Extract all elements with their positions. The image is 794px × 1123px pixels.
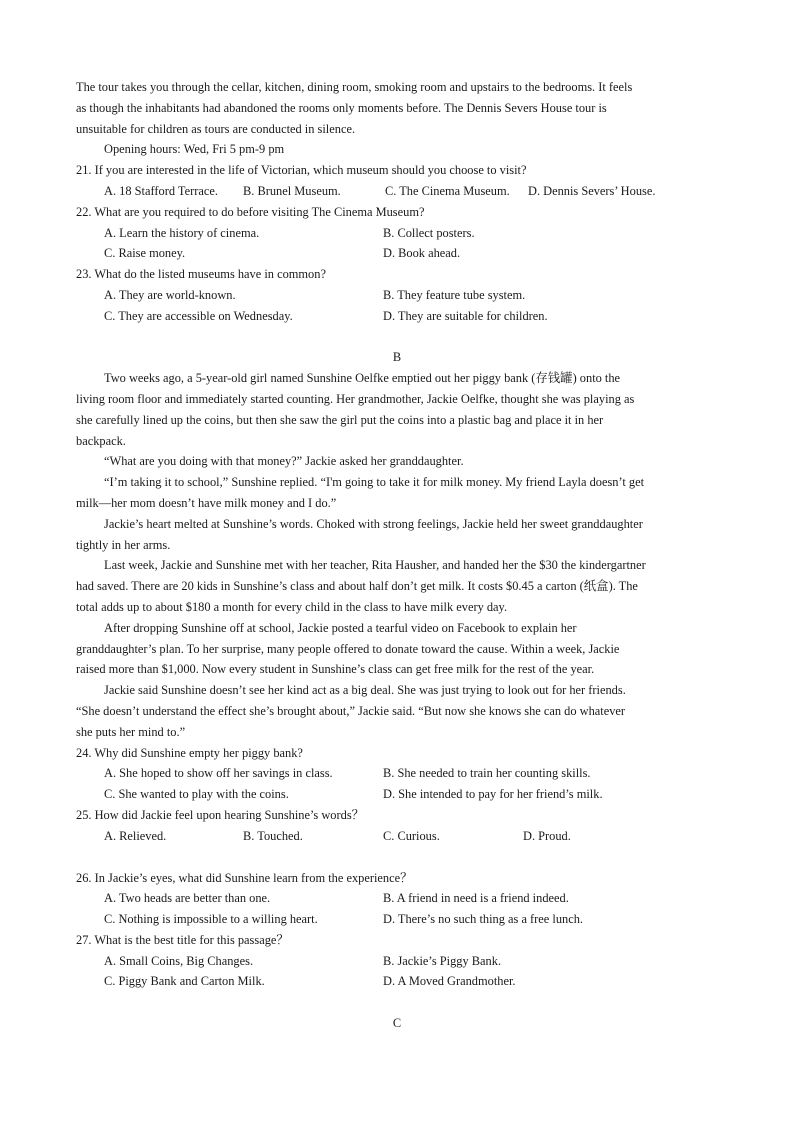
passage-b-line: total adds up to about $180 a month for every child in the class to have milk every day. <box>76 600 508 614</box>
question-22-stem: 22. What are you required to do before visiting The Cinema Museum? <box>76 205 425 219</box>
question-23-stem: 23. What do the listed museums have in common? <box>76 267 326 281</box>
passage-b-line: raised more than $1,000. Now every student in Sunshine’s class can get free milk for the rest of the year. <box>76 662 595 676</box>
question-23-option-a: A. They are world-known. <box>104 288 236 302</box>
question-23-option-c: C. They are accessible on Wednesday. <box>104 309 293 323</box>
passage-b-line: After dropping Sunshine off at school, Jackie posted a tearful video on Facebook to explain her <box>104 621 577 635</box>
question-22-option-c: C. Raise money. <box>104 246 186 260</box>
section-b-heading: B <box>392 350 402 364</box>
question-24-option-d: D. She intended to pay for her friend’s milk. <box>383 787 603 801</box>
question-27-stem: 27. What is the best title for this passage？ <box>76 933 289 947</box>
passage-b-line: backpack. <box>76 434 126 448</box>
passage-b-line: she puts her mind to.” <box>76 725 186 739</box>
question-21-option-c: C. The Cinema Museum. <box>385 184 510 198</box>
passage-b-line: she carefully lined up the coins, but then she saw the girl put the coins into a plastic bag and place it in her <box>76 413 604 427</box>
question-25-option-c: C. Curious. <box>383 829 440 843</box>
question-27-option-a: A. Small Coins, Big Changes. <box>104 954 254 968</box>
question-24-option-a: A. She hoped to show off her savings in class. <box>104 766 333 780</box>
section-c-heading: C <box>392 1016 402 1030</box>
question-26-stem: 26. In Jackie’s eyes, what did Sunshine learn from the experience？ <box>76 871 413 885</box>
question-23-option-b: B. They feature tube system. <box>383 288 526 302</box>
passage-b-line: milk—her mom doesn’t have milk money and I do.” <box>76 496 337 510</box>
question-27-option-c: C. Piggy Bank and Carton Milk. <box>104 974 265 988</box>
question-21-stem: 21. If you are interested in the life of Victorian, which museum should you choose to visit? <box>76 163 527 177</box>
question-21-option-d: D. Dennis Severs’ House. <box>528 184 656 198</box>
question-25-option-a: A. Relieved. <box>104 829 167 843</box>
question-21-option-b: B. Brunel Museum. <box>243 184 341 198</box>
passage-b-line: “What are you doing with that money?” Jackie asked her granddaughter. <box>104 454 464 468</box>
passage-b-line: Jackie’s heart melted at Sunshine’s words. Choked with strong feelings, Jackie held her sweet granddaughter <box>104 517 643 531</box>
question-26-option-b: B. A friend in need is a friend indeed. <box>383 891 569 905</box>
question-26-option-a: A. Two heads are better than one. <box>104 891 271 905</box>
passage-b-line: Two weeks ago, a 5-year-old girl named Sunshine Oelfke emptied out her piggy bank (存钱罐) onto the <box>104 371 621 385</box>
question-24-option-c: C. She wanted to play with the coins. <box>104 787 289 801</box>
question-22-option-a: A. Learn the history of cinema. <box>104 226 260 240</box>
passage-b-line: living room floor and immediately started counting. Her grandmother, Jackie Oelfke, thought she was playing as <box>76 392 635 406</box>
passage-b-line: granddaughter’s plan. To her surprise, many people offered to donate toward the cause. Within a week, Jackie <box>76 642 620 656</box>
passage-b-line: “She doesn’t understand the effect she’s brought about,” Jackie said. “But now she knows she can do whatever <box>76 704 626 718</box>
passage-b-line: had saved. There are 20 kids in Sunshine’s class and about half don’t get milk. It costs $0.45 a carton (纸盒). The <box>76 579 638 593</box>
question-25-option-b: B. Touched. <box>243 829 303 843</box>
question-26-option-d: D. There’s no such thing as a free lunch. <box>383 912 584 926</box>
passage-b-line: “I’m taking it to school,” Sunshine replied. “I'm going to take it for milk money. My friend Layla doesn’t get <box>104 475 645 489</box>
question-24-stem: 24. Why did Sunshine empty her piggy bank? <box>76 746 303 760</box>
passage-b-line: tightly in her arms. <box>76 538 171 552</box>
question-27-option-b: B. Jackie’s Piggy Bank. <box>383 954 502 968</box>
question-27-option-d: D. A Moved Grandmother. <box>383 974 516 988</box>
question-25-stem: 25. How did Jackie feel upon hearing Sunshine’s words？ <box>76 808 365 822</box>
question-21-option-a: A. 18 Stafford Terrace. <box>104 184 218 198</box>
question-25-option-d: D. Proud. <box>523 829 571 843</box>
question-23-option-d: D. They are suitable for children. <box>383 309 548 323</box>
question-22-option-b: B. Collect posters. <box>383 226 475 240</box>
passage-a-line: unsuitable for children as tours are conducted in silence. <box>76 122 356 136</box>
passage-b-line: Last week, Jackie and Sunshine met with her teacher, Rita Hausher, and handed her the $30 the kindergartner <box>104 558 646 572</box>
question-24-option-b: B. She needed to train her counting skills. <box>383 766 591 780</box>
passage-a-line: as though the inhabitants had abandoned the rooms only moments before. The Dennis Severs House tour is <box>76 101 607 115</box>
passage-a-line: The tour takes you through the cellar, kitchen, dining room, smoking room and upstairs to the bedrooms. It feels <box>76 80 633 94</box>
passage-b-line: Jackie said Sunshine doesn’t see her kind act as a big deal. She was just trying to look out for her friends. <box>104 683 626 697</box>
question-26-option-c: C. Nothing is impossible to a willing heart. <box>104 912 318 926</box>
question-22-option-d: D. Book ahead. <box>383 246 461 260</box>
opening-hours: Opening hours: Wed, Fri 5 pm-9 pm <box>104 142 285 156</box>
